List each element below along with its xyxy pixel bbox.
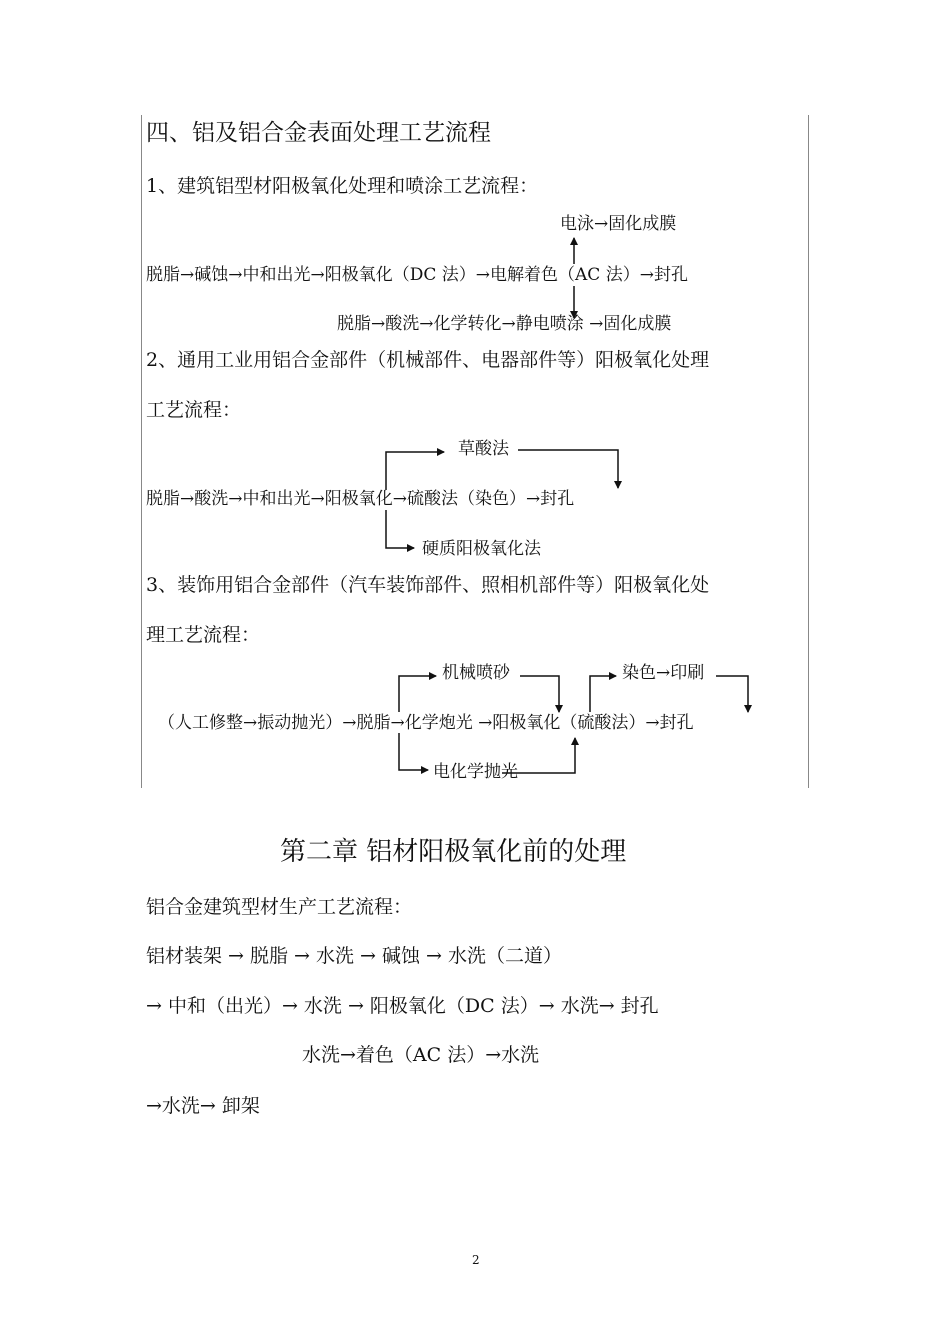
item3-right-merge-arrow [716,676,748,712]
item3-heading-line2: 理工艺流程： [146,624,261,646]
item3-branch-top-right: 染色→印刷 [622,663,705,683]
item3-heading-line1: 3、装饰用铝合金部件（汽车装饰部件、照相机部件等）阳极氧化处 [146,574,710,596]
item3-top-merge-arrow [520,676,559,712]
chapter-title: 第二章 铝材阳极氧化前的处理 [280,837,627,867]
item3-bottom-merge-arrow [502,738,575,773]
item2-branch-top: 草酸法 [458,439,509,459]
item3-right-branch-arrow [590,676,616,712]
item1-main-flow: 脱脂→碱蚀→中和出光→阳极氧化（DC 法）→电解着色（AC 法）→封孔 [146,265,688,285]
item1-heading: 1、建筑铝型材阳极氧化处理和喷涂工艺流程： [146,175,539,197]
chapter-subheading: 铝合金建筑型材生产工艺流程： [146,896,413,918]
item2-bottom-branch-arrow [386,510,414,548]
item3-branch-bottom: 电化学抛光 [433,762,518,782]
item1-branch-bottom: 脱脂→酸洗→化学转化→静电喷涂 →固化成膜 [337,314,672,334]
item2-branch-bottom: 硬质阳极氧化法 [422,539,541,559]
process-line-4: →水洗→ 卸架 [146,1095,260,1117]
process-line-3: 水洗→着色（AC 法）→水洗 [302,1044,540,1066]
process-line-2: → 中和（出光）→ 水洗 → 阳极氧化（DC 法）→ 水洗→ 封孔 [146,995,659,1017]
item2-merge-arrow [518,450,618,488]
item2-heading-line1: 2、通用工业用铝合金部件（机械部件、电器部件等）阳极氧化处理 [146,349,710,371]
item3-bottom-branch-arrow [399,733,428,770]
process-line-1: 铝材装架 → 脱脂 → 水洗 → 碱蚀 → 水洗（二道） [146,945,562,967]
page-number: 2 [472,1253,480,1267]
item1-branch-top: 电泳→固化成膜 [560,214,677,234]
item2-main-flow: 脱脂→酸洗→中和出光→阳极氧化→硫酸法（染色）→封孔 [146,489,575,509]
section-title: 四、铝及铝合金表面处理工艺流程 [146,120,491,146]
item3-branch-top-left: 机械喷砂 [442,663,510,683]
item3-main-flow: （人工修整→振动抛光）→脱脂→化学炮光 →阳极氧化（硫酸法）→封孔 [158,713,694,733]
item2-top-branch-arrow [386,452,444,490]
item3-top-branch-arrow [399,676,436,712]
item2-heading-line2: 工艺流程： [146,399,242,421]
